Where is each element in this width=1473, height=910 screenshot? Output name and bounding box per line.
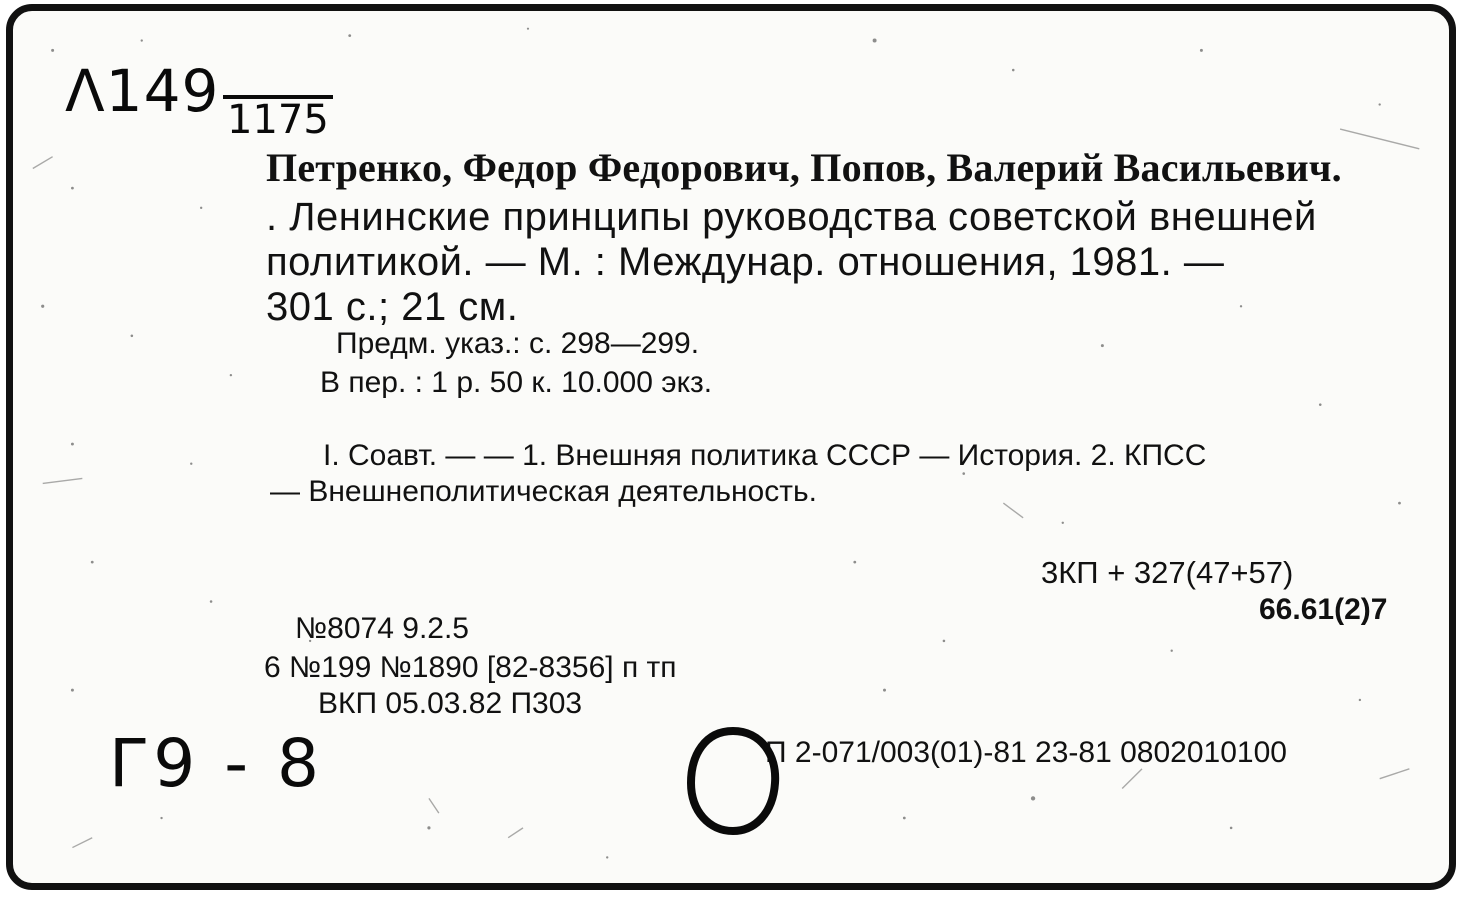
author-line: Петренко, Федор Федорович, Попов, Валерий Васильевич.: [266, 145, 1342, 190]
circle-stamp-icon: [683, 725, 783, 837]
classification-1: 3КП + 327(47+57): [1041, 555, 1294, 590]
classification-2: 66.61(2)7: [1259, 593, 1388, 626]
vkp-line: ВКП 05.03.82 П303: [318, 687, 583, 720]
catalog-card: [6, 4, 1456, 890]
handwritten-code-sub: 1175: [223, 95, 333, 141]
record-codes: 6 №199 №1890 [82-8356] п тп: [264, 651, 677, 684]
catalog-number: П 2-071/003(01)-81 23-81 0802010100: [765, 736, 1287, 769]
note-index: Предм. указ.: с. 298—299.: [336, 327, 700, 360]
subjects-line-2: — Внешнеполитическая деятельность.: [270, 475, 817, 508]
note-price: В пер. : 1 р. 50 к. 10.000 экз.: [320, 366, 713, 399]
subjects-line-1: I. Соавт. — — 1. Внешняя политика СССР — История. 2. КПСС: [323, 439, 1207, 472]
title-line-1: . Ленинские принципы руководства советской внешней: [266, 195, 1317, 239]
title-line-2: политикой. — М. : Междунар. отношения, 1981. —: [266, 240, 1225, 284]
record-number: №8074 9.2.5: [295, 612, 469, 645]
handwritten-code: Λ149: [65, 57, 220, 125]
handwritten-shelf-mark: Г9 - 8: [109, 725, 324, 802]
title-line-3: 301 с.; 21 см.: [266, 285, 519, 329]
